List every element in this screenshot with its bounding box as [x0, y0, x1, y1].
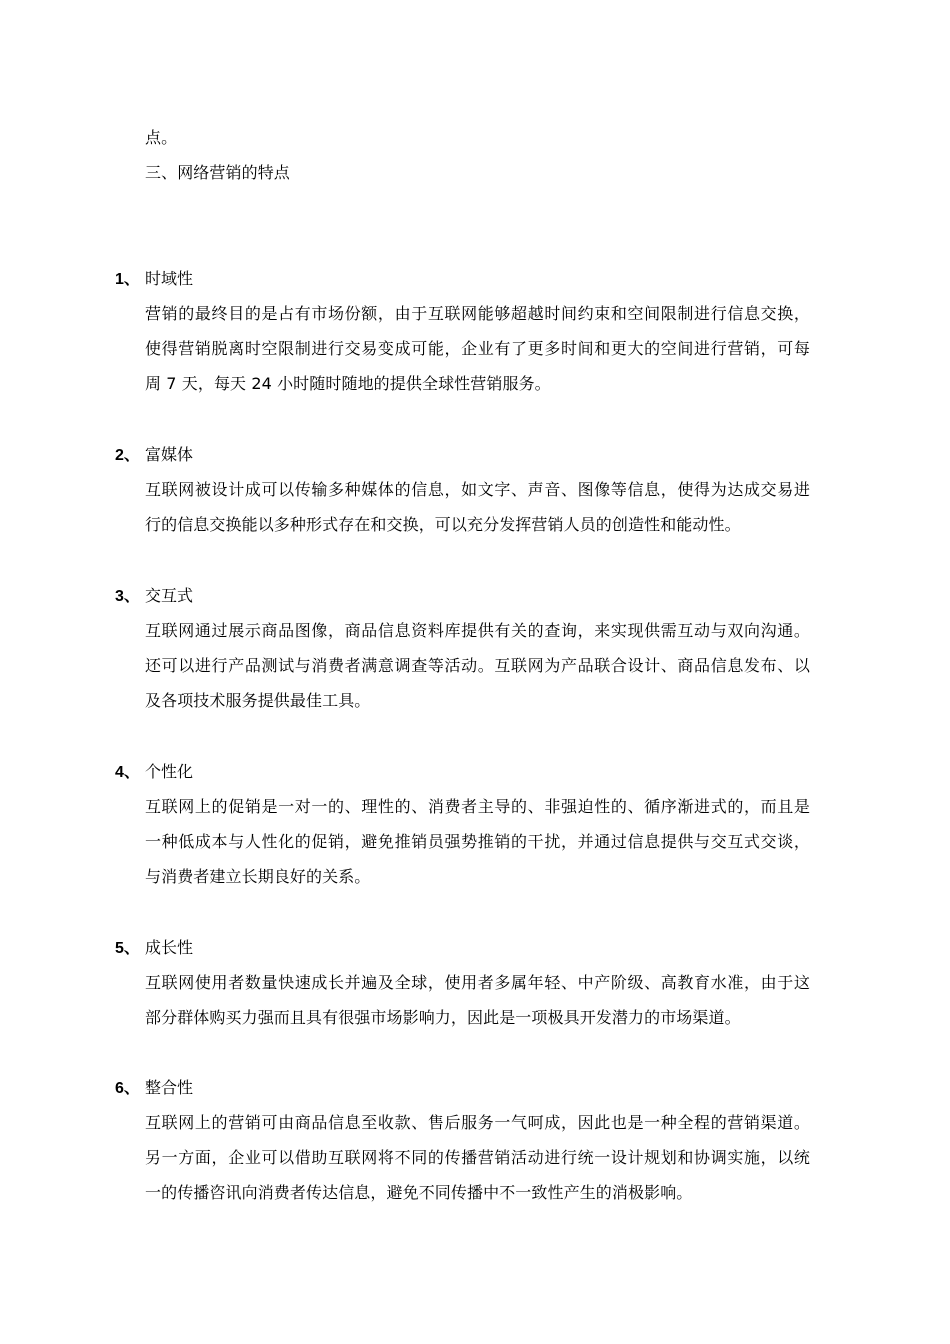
- item-number: 6、: [115, 1080, 140, 1097]
- item-heading-6: [115, 1078, 193, 1099]
- paragraph-line: 部分群体购买力强而且具有很强市场影响力，因此是一项极具开发潜力的市场渠道。: [145, 1008, 741, 1027]
- paragraph-line: 一种低成本与人性化的促销，避免推销员强势推销的干扰，并通过信息提供与交互式交谈，: [145, 832, 810, 851]
- paragraph-line: 及各项技术服务提供最佳工具。: [145, 691, 371, 710]
- item-number: 1、: [115, 271, 140, 288]
- item-heading-5: [115, 938, 193, 959]
- item-number: 4、: [115, 764, 140, 781]
- paragraph-line: 互联网使用者数量快速成长并遍及全球，使用者多属年轻、中产阶级、高教育水准，由于这: [145, 973, 810, 992]
- paragraph-line: 互联网通过展示商品图像，商品信息资料库提供有关的查询，来实现供需互动与双向沟通。: [145, 621, 810, 640]
- item-title: 成长性: [145, 938, 194, 957]
- paragraph-line: 互联网上的促销是一对一的、理性的、消费者主导的、非强迫性的、循序渐进式的，而且是: [145, 797, 810, 816]
- item-title: 交互式: [145, 586, 194, 605]
- item-heading-1: [115, 269, 193, 290]
- paragraph-line: 行的信息交换能以多种形式存在和交换，可以充分发挥营销人员的创造性和能动性。: [145, 515, 741, 534]
- intro-continuation: 点。: [145, 128, 178, 147]
- paragraph-line: 营销的最终目的是占有市场份额，由于互联网能够超越时间约束和空间限制进行信息交换，: [145, 304, 810, 323]
- item-title: 整合性: [145, 1078, 194, 1097]
- item-number: 5、: [115, 940, 140, 957]
- item-title: 时域性: [145, 269, 194, 288]
- paragraph-line: 互联网上的营销可由商品信息至收款、售后服务一气呵成，因此也是一种全程的营销渠道。: [145, 1113, 810, 1132]
- item-title: 个性化: [145, 762, 194, 781]
- item-heading-2: [115, 445, 193, 466]
- item-title: 富媒体: [145, 445, 194, 464]
- paragraph-line: 互联网被设计成可以传输多种媒体的信息，如文字、声音、图像等信息，使得为达成交易进: [145, 480, 810, 499]
- paragraph-line: 还可以进行产品测试与消费者满意调查等活动。互联网为产品联合设计、商品信息发布、以: [145, 656, 810, 675]
- item-heading-3: [115, 586, 193, 607]
- paragraph-line: 一的传播咨讯向消费者传达信息，避免不同传播中不一致性产生的消极影响。: [145, 1183, 693, 1202]
- paragraph-line: 周 7 天，每天 24 小时随时随地的提供全球性营销服务。: [145, 374, 551, 393]
- paragraph-line: 另一方面，企业可以借助互联网将不同的传播营销活动进行统一设计规划和协调实施，以统: [145, 1148, 810, 1167]
- paragraph-line: 使得营销脱离时空限制进行交易变成可能，企业有了更多时间和更大的空间进行营销，可每: [145, 339, 810, 358]
- item-number: 3、: [115, 588, 140, 605]
- item-number: 2、: [115, 447, 140, 464]
- item-heading-4: [115, 762, 193, 783]
- paragraph-line: 与消费者建立长期良好的关系。: [145, 867, 371, 886]
- section-title: 三、网络营销的特点: [145, 163, 290, 182]
